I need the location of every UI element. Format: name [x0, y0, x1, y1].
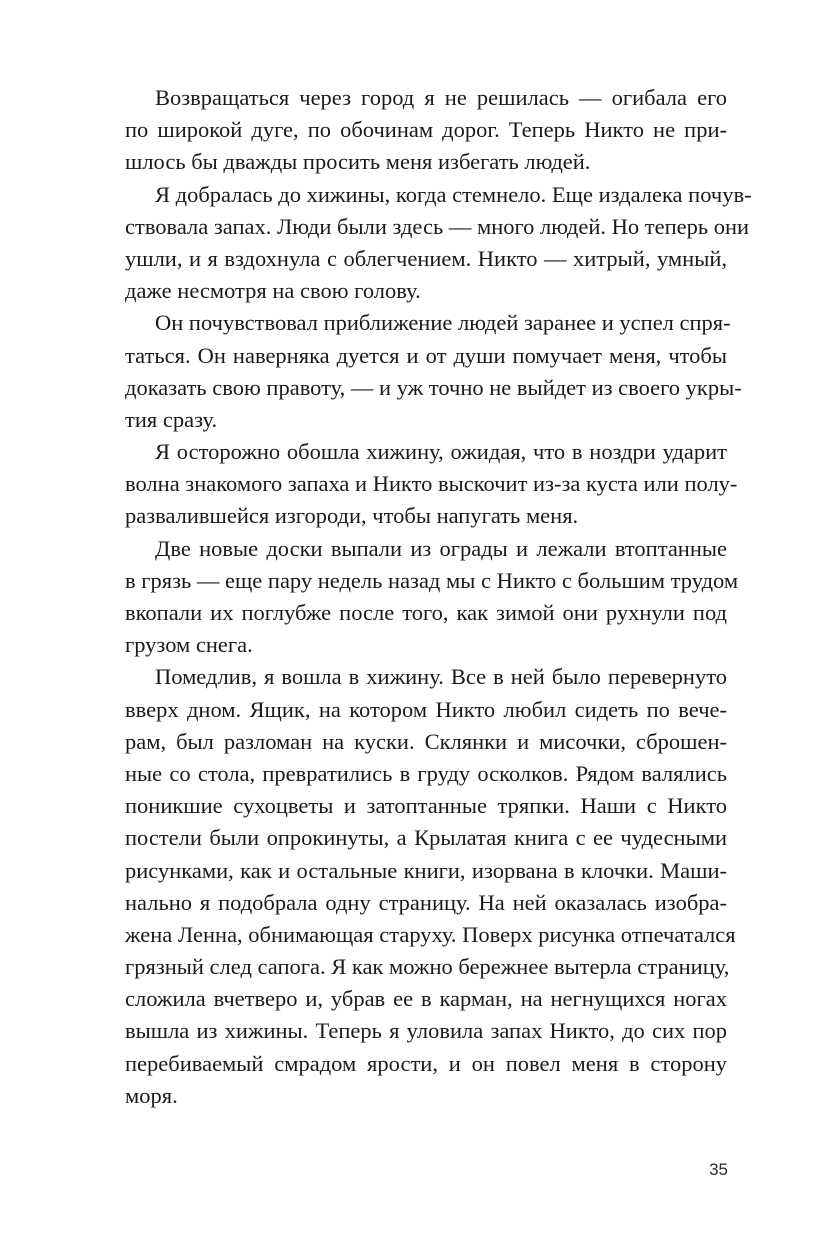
- text-line: грязный след сапога. Я как можно бережнее вытерла страницу,: [125, 954, 730, 980]
- text-line: по широкой дуге, по обочинам дорог. Теперь Никто не при-: [125, 117, 727, 143]
- text-line: перебиваемый смрадом ярости, и он повел меня в сторону: [125, 1050, 727, 1076]
- text-line: ствовала запах. Люди были здесь — много людей. Но теперь они: [125, 213, 750, 239]
- text-line: в грязь — еще пару недель назад мы с Никто с большим трудом: [125, 567, 739, 593]
- text-line: постели были опрокинуты, а Крылатая книга с ее чудесными: [125, 825, 727, 851]
- text-line: рисунками, как и остальные книги, изорвана в клочки. Маши-: [125, 857, 727, 883]
- text-line: жена Ленна, обнимающая старуху. Поверх рисунка отпечатался: [125, 921, 736, 947]
- text-line: Он почувствовал приближение людей заранее и успел спря-: [155, 310, 731, 336]
- body-text: [125, 82, 752, 1112]
- text-line: доказать свою правоту, — и уж точно не выйдет из своего укры-: [125, 374, 742, 400]
- text-line: грузом снега.: [125, 632, 253, 658]
- text-line: нально я подобрала одну страницу. На ней оказалась изобра-: [125, 889, 727, 915]
- text-line: сложила вчетверо и, убрав ее в карман, на негнущихся ногах: [125, 986, 727, 1012]
- text-line: таться. Он наверняка дуется и от души помучает меня, чтобы: [125, 342, 727, 368]
- paragraph: [125, 533, 739, 662]
- page-number: 35: [709, 1160, 728, 1179]
- text-line: Помедлив, я вошла в хижину. Все в ней было перевернуто: [155, 664, 727, 690]
- text-line: поникшие сухоцветы и затоптанные тряпки. Наши с Никто: [125, 793, 727, 819]
- text-line: Возвращаться через город я не решилась — огибала его: [155, 85, 727, 110]
- text-line: шлось бы дважды просить меня избегать людей.: [125, 149, 591, 175]
- text-line: Я добралась до хижины, когда стемнело. Еще издалека почув-: [155, 181, 752, 207]
- text-line: ушли, и я вздохнула с облегчением. Никто — хитрый, умный,: [125, 245, 727, 271]
- text-line: вкопали их поглубже после того, как зимой они рухнули под: [125, 600, 727, 625]
- text-line: даже несмотря на свою голову.: [125, 278, 421, 304]
- text-line: вверх дном. Ящик, на котором Никто любил сидеть по вече-: [125, 696, 727, 722]
- text-line: тия сразу.: [125, 406, 218, 432]
- paragraph: [125, 179, 752, 308]
- paragraph: [125, 661, 736, 1112]
- text-line: моря.: [125, 1082, 178, 1108]
- text-line: Я осторожно обошла хижину, ожидая, что в ноздри ударит: [155, 439, 727, 465]
- text-line: вышла из хижины. Теперь я уловила запах Никто, до сих пор: [125, 1018, 727, 1044]
- paragraph: [125, 436, 738, 533]
- text-line: ные со стола, превратились в груду осколков. Рядом валялись: [125, 760, 727, 786]
- paragraph: [125, 82, 727, 179]
- text-line: волна знакомого запаха и Никто выскочит из-за куста или полу-: [125, 471, 738, 497]
- text-line: развалившейся изгороди, чтобы напугать меня.: [125, 503, 579, 529]
- text-line: рам, был разломан на куски. Склянки и мисочки, сброшен-: [125, 728, 727, 754]
- paragraph: [125, 307, 742, 436]
- text-line: Две новые доски выпали из ограды и лежали втоптанные: [155, 535, 727, 561]
